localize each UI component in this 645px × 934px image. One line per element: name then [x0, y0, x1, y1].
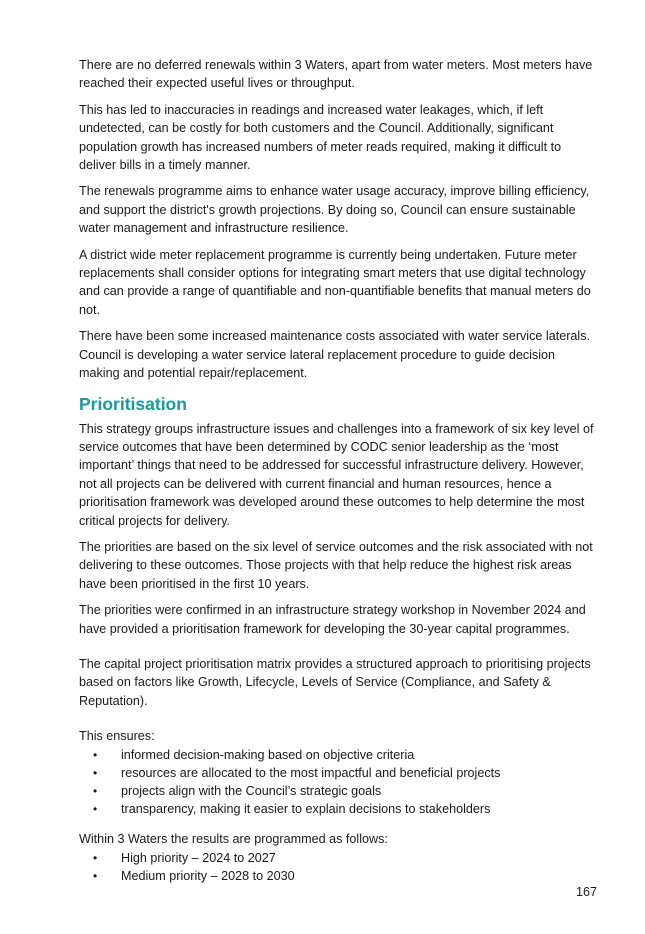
paragraph-strategy-groups: This strategy groups infrastructure issues and challenges into a framework of six key level of service outcomes that have been determined by CODC senior leadership as the ‘most important’ things that need to be addressed for successful infrastructure delivery. However, not all projects can be delivered with current financial and human resources, hence a prioritisation framework was developed around these outcomes to help determine the most critical projects for delivery. — [79, 421, 594, 528]
paragraph-prioritisation-matrix: The capital project prioritisation matrix provides a structured approach to prioritising projects based on factors like Growth, Lifecycle, Levels of Service (Compliance, and Safety & Reputation). — [79, 656, 591, 708]
bullet-icon: • — [93, 784, 98, 798]
spacer — [79, 646, 599, 655]
paragraph-deferred-renewals: There are no deferred renewals within 3 Waters, apart from water meters. Most meters have reached their expected useful lives or throughput. — [79, 58, 593, 91]
paragraph-programme-intro: Within 3 Waters the results are programmed as follows: — [79, 832, 388, 847]
bullet-icon: • — [93, 765, 98, 780]
list-item: • resources are allocated to the most impactful and beneficial projects — [79, 764, 599, 782]
paragraph-priorities-based: The priorities are based on the six level of service outcomes and the risk associated with not delivering to these outcomes. Those projects with that help reduce the highest risk areas have been prioritised in the first 10 years. — [79, 539, 593, 591]
spacer — [79, 718, 599, 727]
paragraph-inaccuracies: This has led to inaccuracies in readings and increased water leakages, which, if left undetected, can be costly for both customers and the Council. Additionally, significant population growth has increased numbers of meter reads required, making it difficult to deliver bills in a timely manner. — [79, 102, 562, 173]
section-heading-prioritisation: Prioritisation — [79, 393, 187, 414]
paragraph-renewals-programme: The renewals programme aims to enhance water usage accuracy, improve billing efficiency, and support the district's growth projections. By doing so, Council can ensure sustainable water management and infrastructure resilience. — [79, 184, 590, 236]
page-number: 167 — [575, 885, 597, 899]
bullet-icon: • — [93, 850, 98, 865]
list-item: • High priority – 2024 to 2027 — [79, 849, 599, 867]
ensures-list — [79, 746, 599, 819]
paragraph-ensures-intro: This ensures: — [79, 729, 155, 744]
bullet-icon: • — [93, 869, 98, 884]
list-item: • projects align with the Council’s strategic goals — [79, 782, 599, 800]
document-page — [79, 56, 599, 893]
list-item: • transparency, making it easier to explain decisions to stakeholders — [79, 800, 599, 818]
bullet-icon: • — [93, 747, 98, 762]
paragraph-priorities-confirmed: The priorities were confirmed in an infrastructure strategy workshop in November 2024 and have provided a prioritisation framework for developing the 30-year capital programmes. — [79, 603, 586, 636]
programme-list — [79, 849, 599, 885]
paragraph-meter-replacement: A district wide meter replacement programme is currently being undertaken. Future meter replacements shall consider options for integrating smart meters that use digital technology and can provide a range of quantifiable and non-quantifiable benefits that manual meters do not. — [79, 247, 591, 317]
bullet-icon: • — [93, 802, 98, 817]
list-item: • informed decision-making based on objective criteria — [79, 746, 599, 764]
list-item: • Medium priority – 2028 to 2030 — [79, 867, 599, 885]
paragraph-service-laterals: There have been some increased maintenance costs associated with water service laterals. Council is developing a water service lateral replacement procedure to guide decision making and potential repair/replacement. — [79, 329, 591, 381]
